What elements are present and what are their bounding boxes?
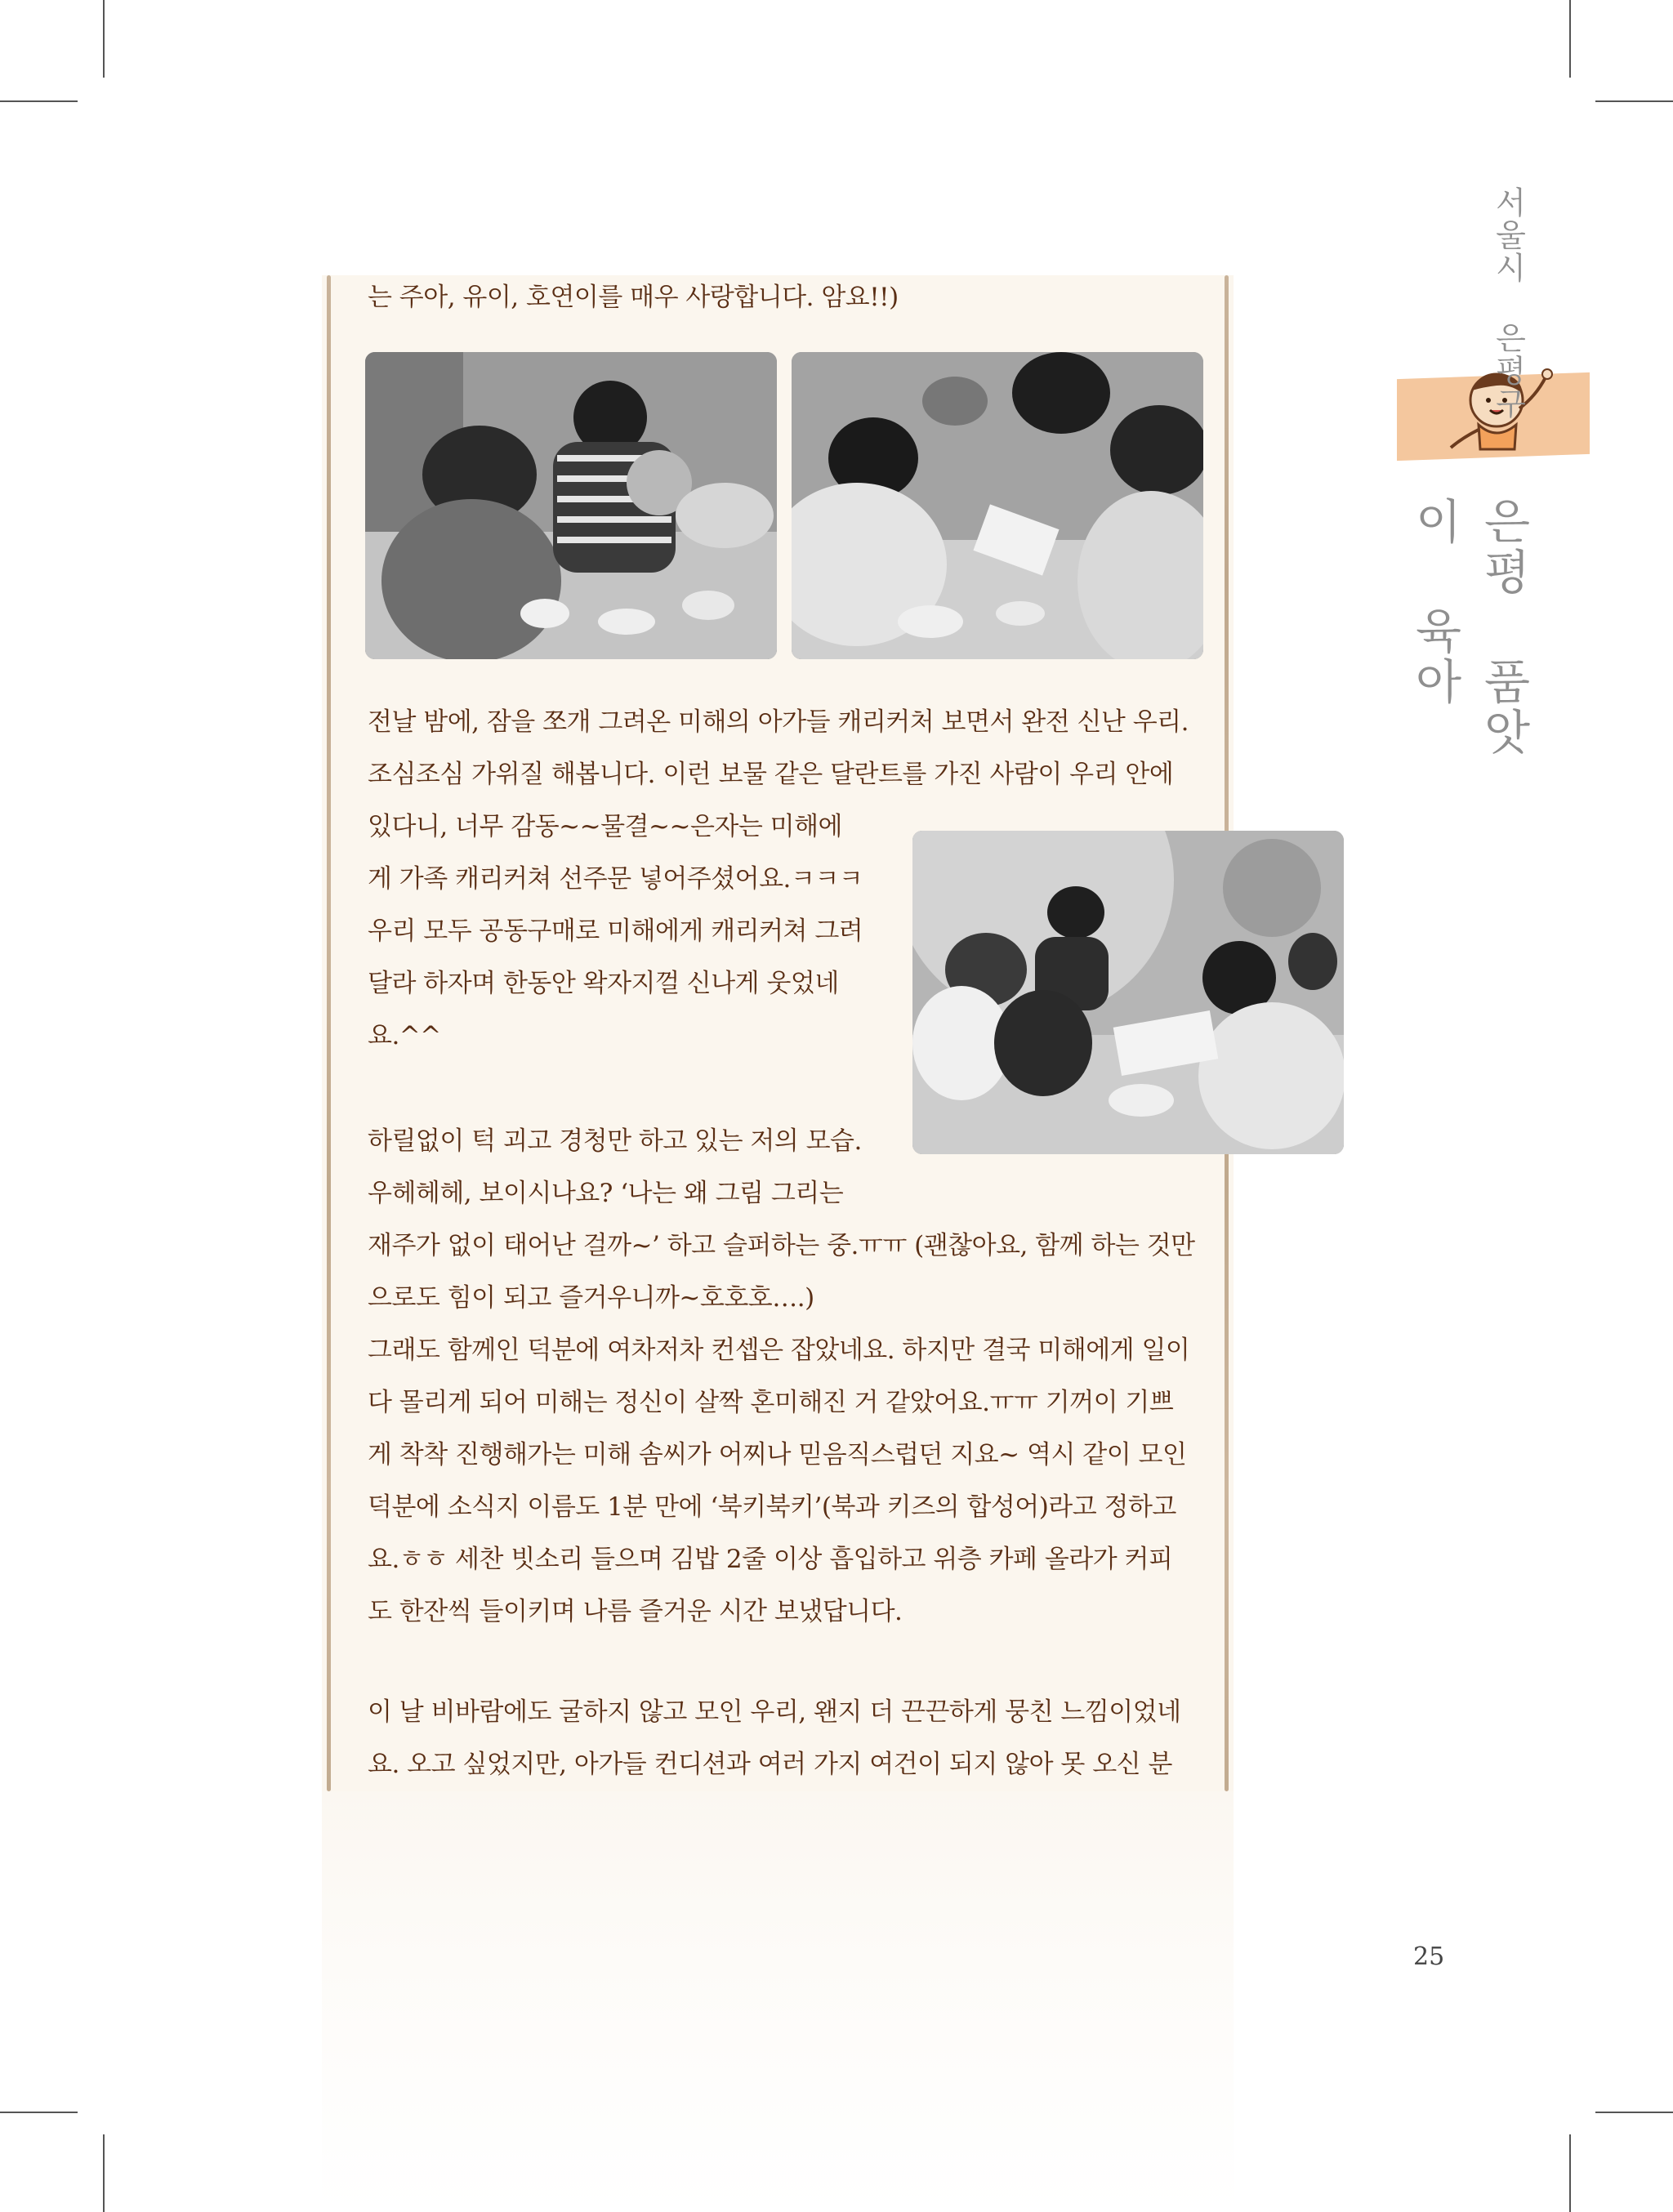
body-line-19: 이 날 비바람에도 굴하지 않고 모인 우리, 왠지 더 끈끈하게 뭉친 느낌이었네 xyxy=(368,1697,1181,1727)
crop-mark-top-left-horizontal xyxy=(0,100,78,102)
crop-mark-top-right-vertical xyxy=(1569,0,1571,78)
side-title-district: 서울시 은평구 xyxy=(1490,186,1526,420)
body-line-1: 는 주아, 유이, 호연이를 매우 사랑합니다. 암요!!) xyxy=(368,283,899,312)
body-line-3: 조심조심 가위질 해봅니다. 이런 보물 같은 달란트를 가진 사람이 우리 안에 xyxy=(368,760,1174,789)
body-line-9: 하릴없이 턱 괴고 경청만 하고 있는 저의 모습. xyxy=(368,1126,862,1156)
body-line-17: 요.ㅎㅎ 세찬 빗소리 들으며 김밥 2줄 이상 흡입하고 위층 카페 올라가 커피 xyxy=(368,1545,1173,1574)
photo-mothers-cutting-caricatures xyxy=(365,352,777,659)
body-line-14: 다 몰리게 되어 미해는 정신이 살짝 혼미해진 거 같았어요.ㅠㅠ 기꺼이 기쁘 xyxy=(368,1388,1174,1417)
page-number: 25 xyxy=(1413,1942,1445,1971)
body-line-5: 게 가족 캐리커쳐 선주문 넣어주셨어요.ㅋㅋㅋ xyxy=(368,864,863,894)
body-line-20: 요. 오고 싶었지만, 아가들 컨디션과 여러 가지 여건이 되지 않아 못 오신 분 xyxy=(368,1750,1172,1779)
body-line-11: 재주가 없이 태어난 걸까~’ 하고 슬퍼하는 중.ㅠㅠ (괜찮아요, 함께 하는 것만 xyxy=(368,1231,1195,1260)
crop-mark-bottom-left-horizontal xyxy=(0,2112,78,2113)
body-line-18: 도 한잔씩 들이키며 나름 즐거운 시간 보냈답니다. xyxy=(368,1597,903,1626)
side-title xyxy=(1407,186,1531,758)
photo-mothers-working-on-floor xyxy=(792,352,1203,659)
photo-2-image xyxy=(792,352,1203,659)
side-title-book: 은평 품앗이 육아 xyxy=(1407,497,1531,758)
panel-fade xyxy=(322,1791,1234,2212)
crop-mark-top-left-vertical xyxy=(103,0,105,78)
body-line-12: 으로도 힘이 되고 즐거우니까~호호호….) xyxy=(368,1283,814,1313)
crop-mark-top-right-horizontal xyxy=(1595,100,1673,102)
photo-1-image xyxy=(365,352,777,659)
body-line-15: 게 착착 진행해가는 미해 솜씨가 어찌나 믿음직스럽던 지요~ 역시 같이 모인 xyxy=(368,1440,1187,1469)
body-line-16: 덕분에 소식지 이름도 1분 만에 ‘북키북키’(북과 키즈의 합성어)라고 정하고 xyxy=(368,1492,1176,1522)
photo-group-in-circle-room xyxy=(912,831,1344,1154)
panel-edge-left xyxy=(327,275,331,1791)
crop-mark-bottom-right-horizontal xyxy=(1595,2112,1673,2113)
body-line-10: 우헤헤헤, 보이시나요? ‘나는 왜 그림 그리는 xyxy=(368,1179,844,1208)
body-line-8: 요.^^ xyxy=(368,1021,441,1050)
body-line-13: 그래도 함께인 덕분에 여차저차 컨셉은 잡았네요. 하지만 결국 미해에게 일이 xyxy=(368,1336,1190,1365)
photo-3-image xyxy=(912,831,1344,1154)
crop-mark-bottom-right-vertical xyxy=(1569,2134,1571,2212)
body-line-4: 있다니, 너무 감동~~물결~~은자는 미해에 xyxy=(368,812,843,841)
crop-mark-bottom-left-vertical xyxy=(103,2134,105,2212)
body-line-2: 전날 밤에, 잠을 쪼개 그려온 미해의 아가들 캐리커처 보면서 완전 신난 우리. xyxy=(368,707,1189,737)
body-line-6: 우리 모두 공동구매로 미해에게 캐리커쳐 그려 xyxy=(368,916,863,946)
body-line-7: 달라 하자며 한동안 왁자지껄 신나게 웃었네 xyxy=(368,969,839,998)
